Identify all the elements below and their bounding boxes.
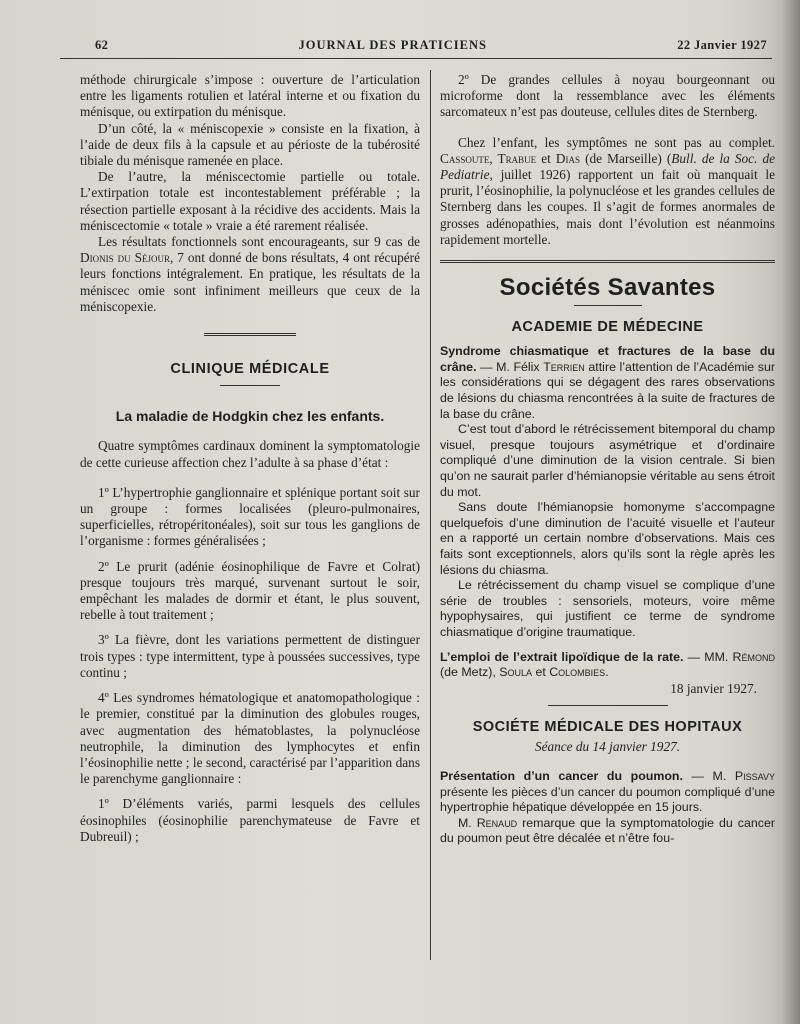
section-separator xyxy=(204,333,296,339)
text-run: M. xyxy=(458,815,477,830)
text-run: présente les pièces d’un cancer du poumon compliqué d’une hypertrophie hépatique développée en 15 jours. xyxy=(440,784,775,815)
author-name: Cassoute, Trabue xyxy=(440,150,537,166)
journal-reference: Bull. de la Soc. de Pediatrie xyxy=(440,150,776,183)
item-title: Syndrome chiasmatique et fractures de la base du crâne. xyxy=(440,344,775,374)
text-run: et xyxy=(532,665,550,680)
journal-title: JOURNAL DES PRATICIENS xyxy=(298,38,487,52)
section-heading: Sociétés Savantes xyxy=(499,274,716,302)
author-name: Pissavy xyxy=(734,769,775,784)
text-run: et xyxy=(536,150,556,166)
text-run: — M. Félix xyxy=(476,359,544,374)
author-name: Dionis du Séjour xyxy=(80,250,170,266)
paragraph xyxy=(80,234,420,315)
text-run: . xyxy=(605,665,609,680)
author-name: Soula xyxy=(499,665,532,680)
text-run: — MM. xyxy=(683,649,733,664)
paragraph: Sans doute l’hémianopsie homonyme s’accompagne quelquefois d’une diminution de l’acuité visuelle et l’auteur en a rapporté un certain nombre d’observations. Mais ces faits sont exceptionnels, alors qu’ils sont la règle après les lésions du chiasma. xyxy=(440,500,775,577)
item-title: Présentation d’un cancer du poumon. xyxy=(440,769,683,784)
paragraph: 2º De grandes cellules à noyau bourgeonnant ou microforme dont la ressemblance avec les éléments sarcomateux n’est pas douteuse, cellules dites de Sternberg. xyxy=(440,72,775,120)
paragraph: De l’autre, la méniscectomie partielle ou totale. L’extirpation totale est incontestablement préférable ; la résection partielle exposant à la récidive des accidents. Mais la méniscectomie « totale » vraie a été rarement réalisée. xyxy=(80,169,420,233)
text-run: (de Marseille) ( xyxy=(580,150,672,166)
text-run: , 7 ont donné de bons résultats, 4 ont récupéré leurs fonctions intégralement. En pratique, les résultats de la méniscec omie sont infiniment meilleurs que ceux de la méniscopexie. xyxy=(80,250,420,314)
subsection-heading: ACADEMIE DE MÉDECINE xyxy=(511,318,704,335)
list-item: 1º D’éléments variés, parmi lesquels des cellules éosinophiles (éosinophilie parenchymateuse de Favre et Dubreuil) ; xyxy=(80,796,420,844)
text-run: attire l’attention de l’Académie sur les considérations qui se dégagent des rares observations de lésions du chiasma rencontrées à la suite de fractures de la base du crâne. xyxy=(440,359,775,421)
text-run: (de Metz), xyxy=(440,665,500,680)
paragraph xyxy=(440,135,775,248)
paragraph xyxy=(440,344,775,422)
meeting-date: 18 janvier 1927. xyxy=(670,680,757,696)
text-run: , juillet 1926) rapportent un fait où manquait le prurit, l’éosinophilie, la polynucléose et les grandes cellules de Sternberg dans les coupes. Il s’agit de formes anormales de grosses adénopathies, mais dont l’évolution est néanmoins rapidement mortelle. xyxy=(440,167,775,247)
running-header xyxy=(95,38,767,53)
section-rule xyxy=(548,705,668,706)
section-rule xyxy=(440,260,775,266)
list-item: 3º La fièvre, dont les variations permettent de distinguer trois types : type intermittent, type à poussées successives, type continu ; xyxy=(80,632,420,680)
author-name: Renaud xyxy=(476,815,518,830)
article-title: La maladie de Hodgkin chez les enfants. xyxy=(115,408,385,425)
left-column xyxy=(80,72,420,845)
item-title: L’emploi de l’extrait lipoïdique de la rate. xyxy=(440,649,684,664)
column-divider xyxy=(430,70,431,960)
paragraph: Le rétrécissement du champ visuel se complique d’une série de troubles : sensoriels, moteurs, voire même hypophysaires, qui justifient ce terme de syndrome chiasmatique d’origine traumatique. xyxy=(440,578,775,639)
author-name: Terrien xyxy=(543,359,585,374)
paragraph: C’est tout d’abord le rétrécissement bitemporal du champ visuel, presque toujours asymétrique et d’ordinaire compliqué d’une diminution de la vision centrale. Si bien qu’on ne saurait parler d’hémianopsie véritable au sens étroit du mot. xyxy=(440,422,775,499)
author-name: Colombies xyxy=(549,665,606,680)
text-run: Chez l’enfant, les symptômes ne sont pas au complet. xyxy=(458,134,775,150)
heading-rule xyxy=(574,305,642,306)
list-item: 4º Les syndromes hématologique et anatomopathologique : le premier, constitué par la diminution des globules rouges, avec augmentation des hématoblastes, la polynucléose neutrophile, la diminution des lymphocytes et enfin l’éosinophilie nette ; le second, caractérisé par l’apparition dans le parenchyme ganglionnaire : xyxy=(80,690,420,787)
page-edge-shadow xyxy=(782,0,800,1024)
list-item: 1º L’hypertrophie ganglionnaire et splénique portant soit sur un groupe : formes localisées (pleuro-pulmonaires, superficielles, rétropéritonéales), soit sur tous les ganglions de l’organisme : formes généralisées ; xyxy=(80,484,420,549)
header-rule xyxy=(60,58,772,59)
paragraph xyxy=(440,816,775,847)
section-heading: CLINIQUE MÉDICALE xyxy=(170,361,330,378)
subsection-heading: SOCIÉTE MÉDICALE DES HOPITAUX xyxy=(472,718,743,735)
paragraph xyxy=(440,769,775,816)
text-run: Les résultats fonctionnels sont encourageants, sur 9 cas de xyxy=(98,234,420,250)
author-name: Dias xyxy=(555,150,581,166)
right-column xyxy=(440,72,775,847)
paragraph: Quatre symptômes cardinaux dominent la symptomatologie de cette curieuse affection chez l’adulte à sa phase d’état : xyxy=(80,438,420,470)
list-item: 2º Le prurit (adénie éosinophilique de Favre et Colrat) presque toujours très marqué, survenant surtout le soir, empêchant les malades de dormir et étant, le plus souvent, rebelle à tout traitement ; xyxy=(80,558,420,623)
text-run: remarque que la symptomatologie du cancer du poumon peut être décalée et n’être fou- xyxy=(440,815,775,846)
issue-date: 22 Janvier 1927 xyxy=(677,38,767,52)
page-number: 62 xyxy=(95,38,109,52)
text-run: — M. xyxy=(682,769,735,784)
heading-rule xyxy=(220,385,280,386)
session-date: Séance du 14 janvier 1927. xyxy=(534,739,681,755)
paragraph: méthode chirurgicale s’impose : ouverture de l’articulation entre les ligaments rotulien et latéral interne et ou fixation du ménisque, ou extirpation du ménisque. xyxy=(80,72,420,120)
paragraph xyxy=(440,650,775,681)
author-name: Rémond xyxy=(732,649,775,664)
paragraph: D’un côté, la « méniscopexie » consiste en la fixation, à l’aide de deux fils à la capsule et au périoste de la tubérosité tibiale du ménisque ramenée en place. xyxy=(80,120,420,169)
